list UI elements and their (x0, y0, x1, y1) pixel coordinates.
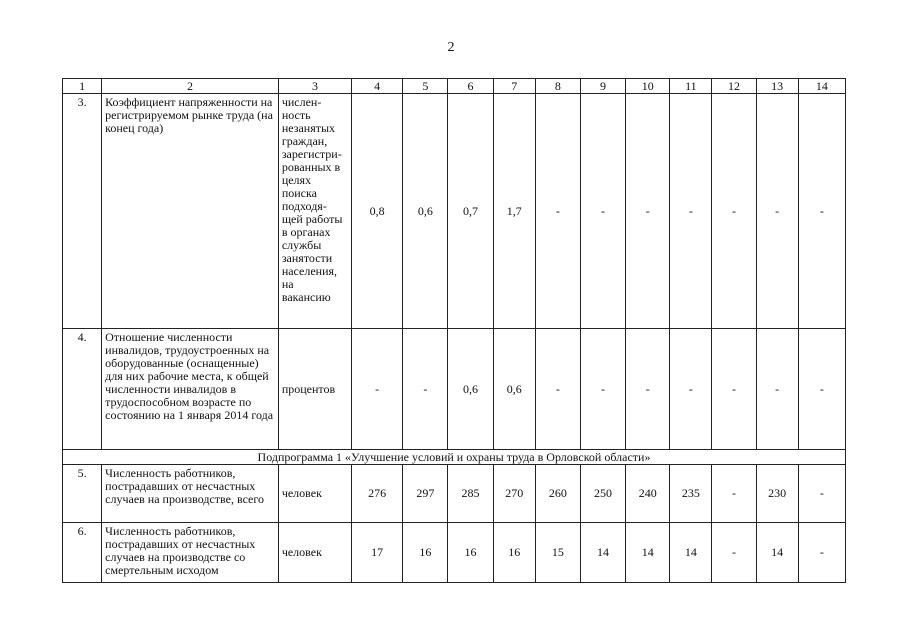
table-row (63, 94, 846, 329)
value-cell: - (670, 94, 712, 329)
column-header: 8 (535, 79, 580, 94)
value-cell: 240 (626, 465, 670, 523)
indicator-name: Численность работников, пострадавших от несчастных случаев на производстве со смертельным исходом (102, 523, 279, 583)
page-number: 2 (447, 40, 455, 55)
subprogram-title: Подпрограмма 1 «Улучшение условий и охраны труда в Орловской области» (63, 450, 846, 465)
value-cell: 0,6 (493, 329, 535, 450)
value-cell: 14 (580, 523, 625, 583)
column-header: 5 (403, 79, 448, 94)
value-cell: - (712, 523, 756, 583)
column-header: 4 (352, 79, 403, 94)
column-header: 13 (756, 79, 798, 94)
value-cell: 297 (403, 465, 448, 523)
value-cell: 17 (352, 523, 403, 583)
value-cell: 260 (535, 465, 580, 523)
column-header: 9 (580, 79, 625, 94)
unit-of-measure: человек (278, 465, 351, 523)
value-cell: - (756, 94, 798, 329)
value-cell: 0,6 (403, 94, 448, 329)
indicators-table (62, 78, 846, 583)
value-cell: 15 (535, 523, 580, 583)
value-cell: 235 (670, 465, 712, 523)
value-cell: - (626, 94, 670, 329)
value-cell: - (712, 465, 756, 523)
indicator-name: Коэффициент напряженности на регистрируемом рынке труда (на конец года) (102, 94, 279, 329)
value-cell: - (756, 329, 798, 450)
value-cell: 0,7 (448, 94, 493, 329)
value-cell: - (535, 329, 580, 450)
table-body (63, 79, 846, 583)
value-cell: 1,7 (493, 94, 535, 329)
value-cell: - (798, 523, 845, 583)
value-cell: 230 (756, 465, 798, 523)
column-header: 3 (278, 79, 351, 94)
column-header: 14 (798, 79, 845, 94)
value-cell: - (712, 329, 756, 450)
unit-of-measure: числен- ность незанятых граждан, зарегистри- рованных в целях поиска подходя- щей работы в органах службы занятости населения, на вакансию (278, 94, 351, 329)
value-cell: - (580, 329, 625, 450)
unit-of-measure: человек (278, 523, 351, 583)
value-cell: 14 (626, 523, 670, 583)
value-cell: 0,8 (352, 94, 403, 329)
column-header: 6 (448, 79, 493, 94)
subprogram-row (63, 450, 846, 465)
value-cell: 16 (493, 523, 535, 583)
value-cell: 16 (403, 523, 448, 583)
table-header-row (63, 79, 846, 94)
value-cell: 14 (670, 523, 712, 583)
column-header: 1 (63, 79, 102, 94)
value-cell: 250 (580, 465, 625, 523)
value-cell: 276 (352, 465, 403, 523)
row-number: 6. (63, 523, 102, 583)
value-cell: 14 (756, 523, 798, 583)
table-row (63, 523, 846, 583)
unit-of-measure: процентов (278, 329, 351, 450)
value-cell: - (798, 94, 845, 329)
column-header: 12 (712, 79, 756, 94)
indicator-name: Отношение численности инвалидов, трудоустроенных на оборудованные (оснащенные) для них рабочие места, к общей численности инвалидов в трудоспособном возрасте по состоянию на 1 января 2014 года (102, 329, 279, 450)
value-cell: 16 (448, 523, 493, 583)
row-number: 4. (63, 329, 102, 450)
table-row (63, 329, 846, 450)
row-number: 5. (63, 465, 102, 523)
value-cell: - (670, 329, 712, 450)
column-header: 7 (493, 79, 535, 94)
value-cell: - (712, 94, 756, 329)
value-cell: - (403, 329, 448, 450)
value-cell: 0,6 (448, 329, 493, 450)
indicator-name: Численность работников, пострадавших от несчастных случаев на производстве, всего (102, 465, 279, 523)
value-cell: - (535, 94, 580, 329)
value-cell: - (798, 465, 845, 523)
column-header: 2 (102, 79, 279, 94)
value-cell: - (352, 329, 403, 450)
value-cell: - (580, 94, 625, 329)
value-cell: - (798, 329, 845, 450)
value-cell: 285 (448, 465, 493, 523)
value-cell: - (626, 329, 670, 450)
value-cell: 270 (493, 465, 535, 523)
row-number: 3. (63, 94, 102, 329)
column-header: 11 (670, 79, 712, 94)
column-header: 10 (626, 79, 670, 94)
table-row (63, 465, 846, 523)
